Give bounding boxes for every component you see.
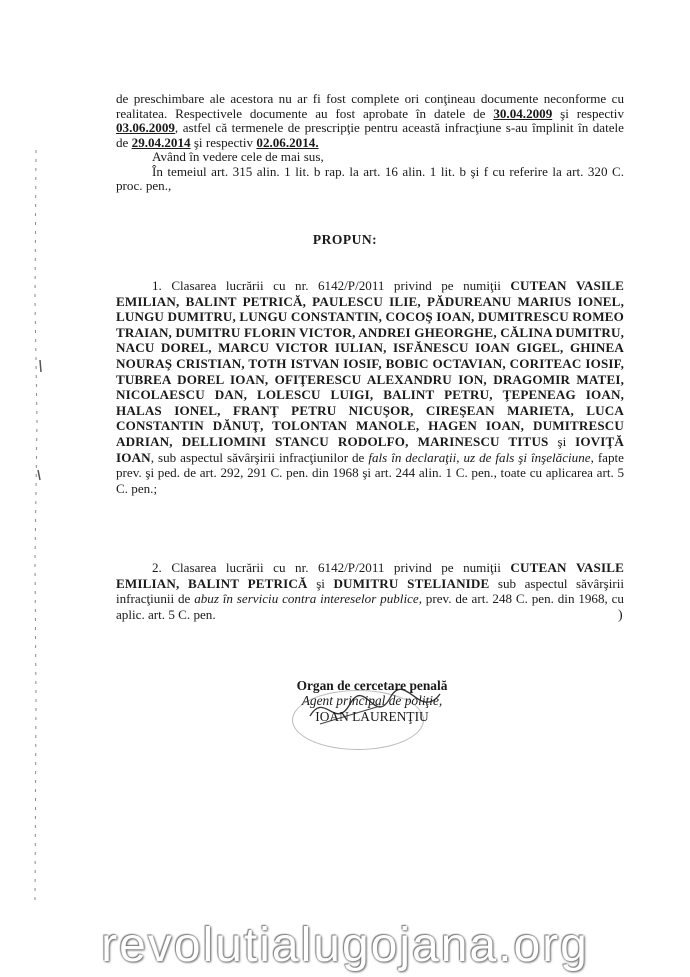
item1-names: CUTEAN VASILE EMILIAN, BALINT PETRICĂ, PAULESCU ILIE, PĂDUREANU MARIUS IONEL, LUNGU DUMITRU, LUNGU CONSTANTIN, COCOŞ IOAN, DUMITRESCU ROMEO TRAIAN, DUMITRU FLORIN VICTOR, ANDREI GHEORGHE, CĂLINA DUMITRU, NACU DOREL, MARCU VICTOR IULIAN, ISFĂNESCU IOAN GIGEL, GHINEA NOURAŞ CRISTIAN, TOTH ISTVAN IOSIF, BOBIC OCTAVIAN, CORITEAC IOSIF, TUBREA DOREL IOAN, OFIŢERESCU ALEXANDRU ION, DRAGOMIR MATEI, NICOLAESCU DAN, LOLESCU LUIGI, BALINT PETRU, ŢEPENEAG IOAN, HALAS IONEL, FRANŢ PETRU NICUŞOR, CIREŞEAN MARIETA, LUCA CONSTANTIN DĂNUŢ, TOLONTAN MANOLE, HAGEN IOAN, DUMITRESCU ADRIAN, DELLIOMINI STANCU RODOLFO, MARINESCU TITUS — [116, 278, 624, 449]
approval-date-2: 03.06.2009 — [116, 120, 175, 135]
item2-names: CUTEAN VASILE EMILIAN, BALINT PETRICĂ — [116, 560, 624, 591]
site-watermark: revolutialugojana.org — [101, 919, 589, 972]
prescription-date-1: 29.04.2014 — [131, 134, 191, 150]
item2-last-name: DUMITRU STELIANIDE — [333, 575, 490, 591]
item1-and: şi — [557, 433, 576, 449]
item2-crime: abuz în serviciu contra intereselor publice — [194, 591, 419, 607]
proposal-item-2 — [116, 560, 624, 622]
item1-crimes: fals în declaraţii, uz de fals şi înşelăciune — [368, 449, 591, 465]
item1-lead: 1. Clasarea lucrării cu nr. 6142/P/2011 privind pe numiţii — [152, 278, 511, 293]
intro-text-1: de preschimbare ale acestora nu ar fi fost complete ori conţineau documente neconforme cu realitatea. Respectivele documente au fost aprobate în datele de — [116, 91, 624, 121]
item1-tail-2: , fapte prev. şi ped. de art. 292, 291 C. pen. din 1968 şi art. 244 alin. 1 C. pen., toate cu aplicarea art. 5 C. pen.; — [116, 449, 624, 496]
intro-text-4: şi respectiv — [190, 134, 257, 150]
considering-line: Având în vedere cele de mai sus, — [152, 149, 324, 164]
proposal-heading: PROPUN: — [312, 232, 378, 247]
prescription-date-2: 02.06.2014. — [256, 134, 319, 150]
item2-lead: 2. Clasarea lucrării cu nr. 6142/P/2011 privind pe numiţii — [152, 560, 511, 575]
closing-parenthesis: ) — [618, 608, 623, 623]
item2-tail-1: sub aspectul săvârşirii infracţiunii de — [116, 575, 624, 607]
intro-text-2: şi respectiv — [552, 105, 624, 121]
intro-text-3: , astfel că termenele de prescripţie pentru această infracţiune s-au împlinit în datele de — [116, 120, 624, 150]
item2-and: şi — [316, 575, 334, 591]
intro-paragraph — [116, 92, 624, 194]
legal-basis-line: În temeiul art. 315 alin. 1 lit. b rap. la art. 16 alin. 1 lit. b şi f cu referire la art. 320 C. proc. pen., — [116, 163, 624, 193]
signature-title: Organ de cercetare penală — [296, 678, 448, 693]
approval-date-1: 30.04.2009 — [493, 105, 553, 121]
item1-last-name: IOVIŢĂ IOAN — [116, 433, 624, 465]
item1-tail-1: , sub aspectul săvârşirii infracţiunilor de — [150, 449, 369, 465]
proposal-item-1 — [116, 278, 624, 496]
scan-margin-marks — [0, 0, 70, 977]
item2-tail-2: , prev. de art. 248 C. pen. din 1968, cu aplic. art. 5 C. pen. — [116, 591, 624, 622]
signature-name: IOAN LAURENŢIU — [315, 709, 429, 724]
signature-role: Agent principal de poliţie, — [301, 693, 443, 708]
